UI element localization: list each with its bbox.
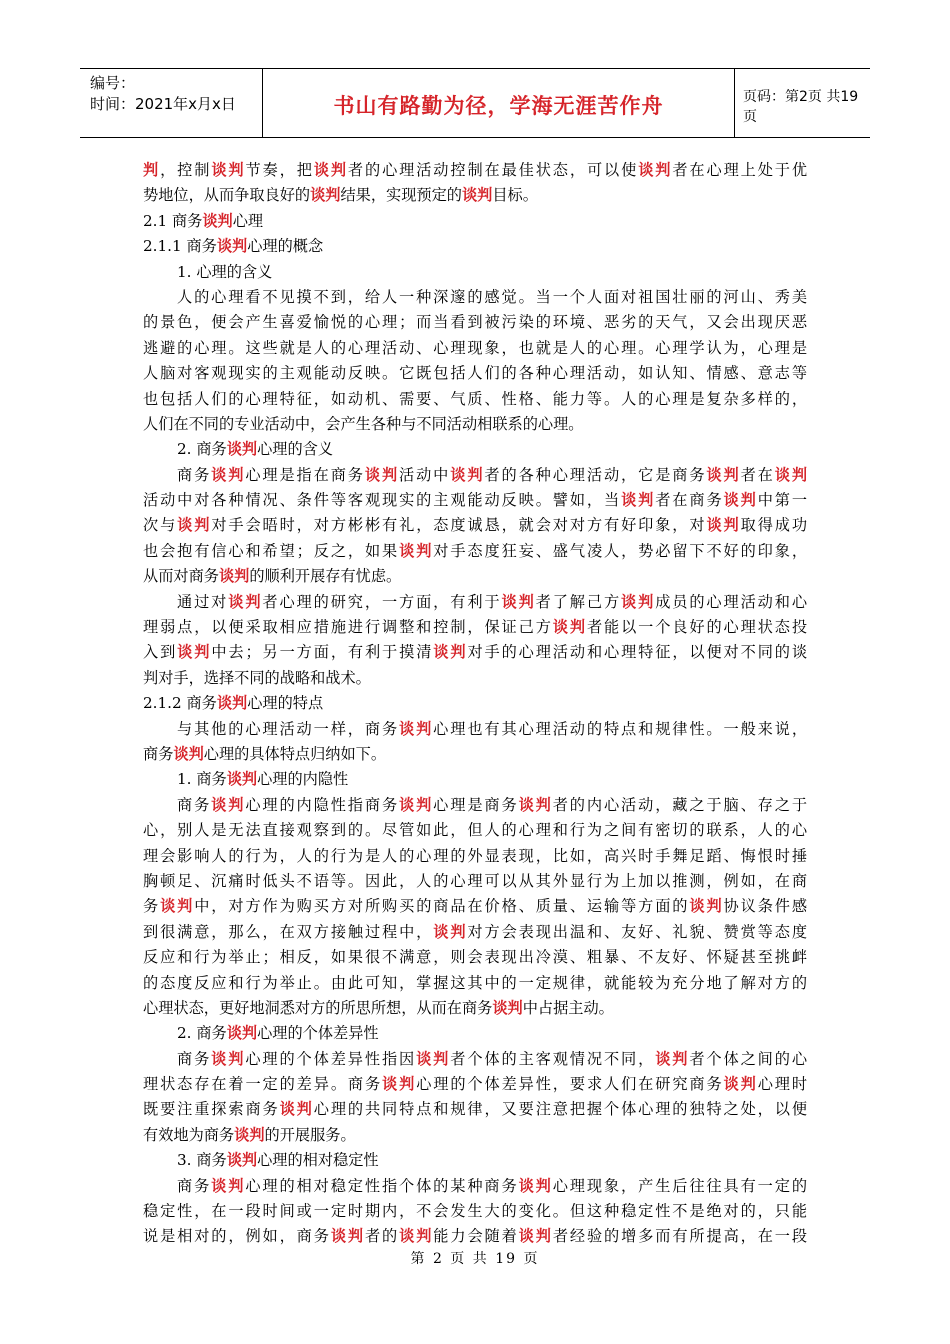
text-line: 2.1.1 商务谈判心理的概念 xyxy=(143,237,324,256)
keyword-highlight: 谈判 xyxy=(433,922,468,941)
text-line: 与其他的心理活动一样，商务谈判心理也有其心理活动的特点和规律性。一般来说， xyxy=(177,719,807,738)
keyword-highlight: 谈判 xyxy=(228,592,263,611)
document-body xyxy=(143,158,807,1250)
text-line: 的态度反应和行为举止。由此可知，掌握这其中的一定规律，就能较为充分地了解对方的 xyxy=(143,973,807,992)
keyword-highlight: 判 xyxy=(143,161,161,179)
keyword-highlight: 谈判 xyxy=(226,1024,258,1043)
text-line: 心，别人是无法直接观察到的。尽管如此，但人的心理和行为之间有密切的联系，人的心 xyxy=(143,821,807,840)
keyword-highlight: 谈判 xyxy=(450,465,485,484)
text-line: 3. 商务谈判心理的相对稳定性 xyxy=(177,1151,379,1170)
keyword-highlight: 谈判 xyxy=(621,491,656,510)
keyword-highlight: 谈判 xyxy=(399,541,434,560)
text-line: 商务谈判心理的个体差异性指因谈判者个体的主客观情况不同，谈判者个体之间的心 xyxy=(177,1049,807,1068)
text-line: 势地位，从而争取良好的谈判结果，实现预定的谈判目标。 xyxy=(143,186,538,205)
date-label: 时间：2021年x月x日 xyxy=(90,95,236,113)
keyword-highlight: 谈判 xyxy=(160,897,195,916)
keyword-highlight: 谈判 xyxy=(382,1075,417,1094)
text-line: 商务谈判心理的相对稳定性指个体的某种商务谈判心理现象，产生后往往具有一定的 xyxy=(177,1176,807,1195)
text-line: 到很满意，那么，在双方接触过程中，谈判对方会表现出温和、友好、礼貌、赞赏等态度 xyxy=(143,922,808,941)
text-line: 说是相对的，例如，商务谈判者的谈判能力会随着谈判者经验的增多而有所提高，在一段 xyxy=(143,1227,808,1246)
text-line: 务谈判中，对方作为购买方对所购买的商品在价格、质量、运输等方面的谈判协议条件感 xyxy=(143,897,808,916)
text-line: 判，控制谈判节奏，把谈判者的心理活动控制在最佳状态，可以使谈判者在心理上处于优 xyxy=(143,161,808,179)
keyword-highlight: 谈判 xyxy=(461,186,493,205)
keyword-highlight: 谈判 xyxy=(723,491,758,510)
text-line: 既要注重探索商务谈判心理的共同特点和规律，又要注意把握个体心理的独特之处，以便 xyxy=(143,1100,808,1119)
keyword-highlight: 谈判 xyxy=(234,1125,265,1144)
keyword-highlight: 谈判 xyxy=(211,465,246,484)
text-line: 理状态存在着一定的差异。商务谈判心理的个体差异性，要求人们在研究商务谈判心理时 xyxy=(143,1075,808,1094)
text-line: 逃避的心理。这些就是人的心理活动、心理现象，也就是人的心理。心理学认为，心理是 xyxy=(143,338,807,357)
text-line: 商务谈判心理是指在商务谈判活动中谈判者的各种心理活动，它是商务谈判者在谈判 xyxy=(177,465,807,484)
serial-label: 编号： xyxy=(90,74,136,92)
text-line: 活动中对各种情况、条件等客观现实的主观能动反映。譬如，当谈判者在商务谈判中第一 xyxy=(143,491,808,510)
keyword-highlight: 谈判 xyxy=(723,1075,758,1094)
text-line: 从而对商务谈判的顺利开展存有忧虑。 xyxy=(143,567,402,586)
text-line: 理会影响人的行为，人的行为是人的心理的外显表现，比如，高兴时手舞足蹈、悔恨时捶 xyxy=(143,846,807,865)
keyword-highlight: 谈判 xyxy=(310,186,341,205)
text-line: 入到谈判中去；另一方面，有利于摸清谈判对手的心理活动和心理特征，以便对不同的谈 xyxy=(143,643,808,662)
text-line: 也会抱有信心和希望；反之，如果谈判对手态度狂妄、盛气凌人，势必留下不好的印象， xyxy=(143,541,808,560)
keyword-highlight: 谈判 xyxy=(216,694,248,713)
keyword-highlight: 谈判 xyxy=(211,795,246,814)
keyword-highlight: 谈判 xyxy=(202,211,233,230)
keyword-highlight: 谈判 xyxy=(279,1100,314,1119)
page-footer: 第 2 页 共 19 页 xyxy=(410,1251,540,1267)
text-line: 商务谈判心理的具体特点归纳如下。 xyxy=(143,744,386,763)
text-line: 胸顿足、沉痛时低头不语等。因此，人的心理可以从其外显行为上加以推测，例如，在商 xyxy=(143,871,807,890)
keyword-highlight: 谈判 xyxy=(399,1227,434,1246)
text-line: 2. 商务谈判心理的含义 xyxy=(177,440,334,459)
text-line: 也包括人们的心理特征，如动机、需要、气质、性格、能力等。人的心理是复杂多样的， xyxy=(143,389,807,408)
keyword-highlight: 谈判 xyxy=(226,1151,258,1170)
keyword-highlight: 谈判 xyxy=(655,1049,690,1068)
header-motto: 书山有路勤为径，学海无涯苦作舟 xyxy=(263,69,735,137)
header-meta xyxy=(80,69,263,137)
keyword-highlight: 谈判 xyxy=(216,237,248,256)
text-line: 的景色，便会产生喜爱愉悦的心理；而当看到被污染的环境、恶劣的天气，又会出现厌恶 xyxy=(143,313,807,332)
page-header xyxy=(80,68,870,138)
keyword-highlight: 谈判 xyxy=(226,770,258,789)
keyword-highlight: 谈判 xyxy=(211,1049,246,1068)
keyword-highlight: 谈判 xyxy=(638,161,673,179)
keyword-highlight: 谈判 xyxy=(330,1227,365,1246)
keyword-highlight: 谈判 xyxy=(621,592,656,611)
text-line: 1. 心理的含义 xyxy=(177,262,273,281)
keyword-highlight: 谈判 xyxy=(689,897,724,916)
keyword-highlight: 谈判 xyxy=(492,998,523,1017)
keyword-highlight: 谈判 xyxy=(226,440,258,459)
keyword-highlight: 谈判 xyxy=(416,1049,451,1068)
keyword-highlight: 谈判 xyxy=(706,516,741,535)
text-line: 理弱点，以便采取相应措施进行调整和控制，保证己方谈判者能以一个良好的心理状态投 xyxy=(143,618,808,637)
keyword-highlight: 谈判 xyxy=(211,161,246,179)
keyword-highlight: 谈判 xyxy=(552,618,587,637)
text-line: 人的心理看不见摸不到，给人一种深邃的感觉。当一个人面对祖国壮丽的河山、秀美 xyxy=(177,287,807,306)
text-line: 稳定性，在一段时间或一定时期内，不会发生大的变化。但这种稳定性不是绝对的，只能 xyxy=(143,1202,807,1221)
keyword-highlight: 谈判 xyxy=(774,465,807,484)
text-line: 2.1 商务谈判心理 xyxy=(143,211,264,230)
text-line: 商务谈判心理的内隐性指商务谈判心理是商务谈判者的内心活动，藏之于脑、存之于 xyxy=(177,795,807,814)
text-line: 2.1.2 商务谈判心理的特点 xyxy=(143,694,324,713)
text-line: 心理状态，更好地洞悉对方的所思所想，从而在商务谈判中占据主动。 xyxy=(143,998,614,1017)
text-line: 通过对谈判者心理的研究，一方面，有利于谈判者了解己方谈判成员的心理活动和心 xyxy=(177,592,807,611)
text-line: 判对手，选择不同的战略和战术。 xyxy=(143,668,371,687)
keyword-highlight: 谈判 xyxy=(218,567,250,586)
text-line: 反应和行为举止；相反，如果很不满意，则会表现出冷漠、粗暴、不友好、怀疑甚至挑衅 xyxy=(143,948,807,967)
text-line: 人脑对客观现实的主观能动反映。它既包括人们的各种心理活动，如认知、情感、意志等 xyxy=(143,364,807,383)
keyword-highlight: 谈判 xyxy=(173,744,204,763)
keyword-highlight: 谈判 xyxy=(364,465,400,484)
keyword-highlight: 谈判 xyxy=(313,161,348,179)
keyword-highlight: 谈判 xyxy=(518,1227,553,1246)
keyword-highlight: 谈判 xyxy=(501,592,536,611)
header-page-label: 页码：第2页 共19页 xyxy=(743,89,859,125)
keyword-highlight: 谈判 xyxy=(518,795,553,814)
keyword-highlight: 谈判 xyxy=(706,465,741,484)
text-line: 有效地为商务谈判的开展服务。 xyxy=(143,1125,356,1144)
text-line: 人们在不同的专业活动中，会产生各种与不同活动相联系的心理。 xyxy=(143,414,584,433)
text-line: 2. 商务谈判心理的个体差异性 xyxy=(177,1024,379,1043)
text-line: 1. 商务谈判心理的内隐性 xyxy=(177,770,349,789)
keyword-highlight: 谈判 xyxy=(177,643,212,662)
keyword-highlight: 谈判 xyxy=(518,1176,553,1195)
text-line: 次与谈判对手会晤时，对方彬彬有礼，态度诚恳，就会对对方有好印象，对谈判取得成功 xyxy=(143,516,808,535)
keyword-highlight: 谈判 xyxy=(177,516,212,535)
keyword-highlight: 谈判 xyxy=(433,643,468,662)
keyword-highlight: 谈判 xyxy=(211,1176,246,1195)
keyword-highlight: 谈判 xyxy=(399,719,434,738)
keyword-highlight: 谈判 xyxy=(399,795,434,814)
